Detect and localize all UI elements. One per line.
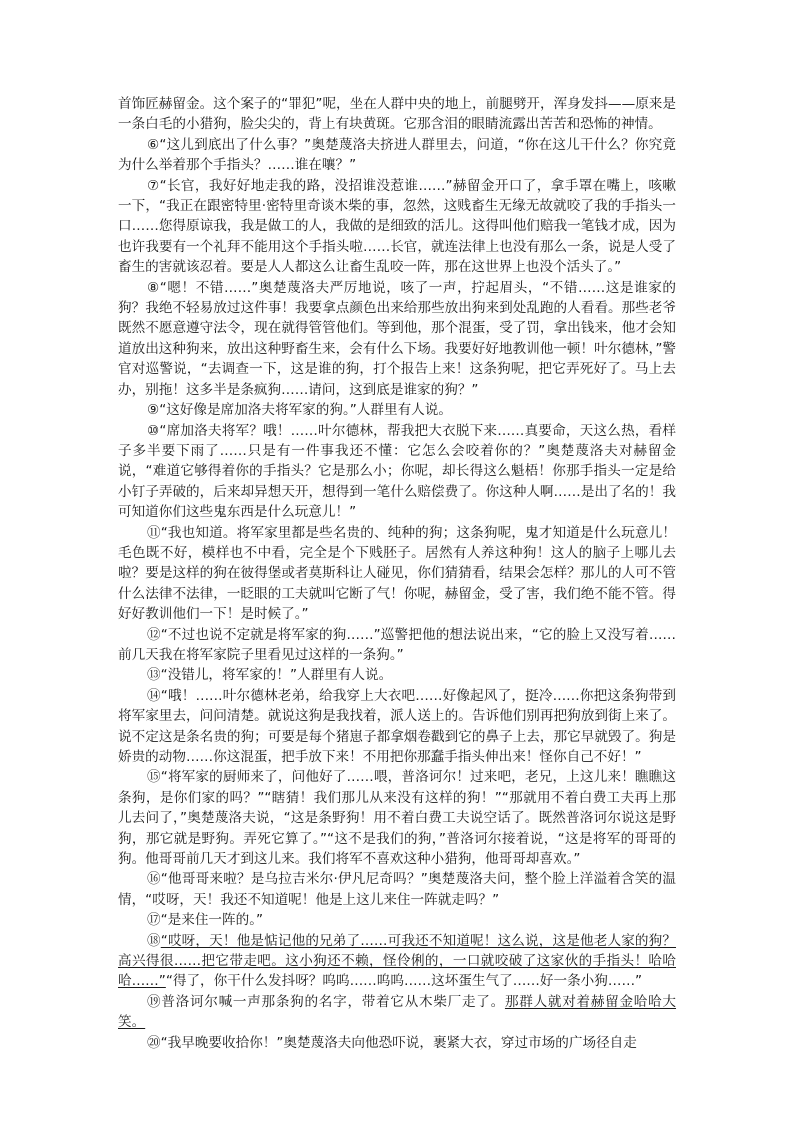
paragraph-number: ⑯ bbox=[147, 871, 161, 888]
paragraph-number: ⑲ bbox=[147, 993, 162, 1010]
paragraph-text: “是来住一阵的。” bbox=[160, 912, 264, 929]
paragraph-text: “得了，你干什么发抖呀？呜呜……呜呜……这坏蛋生气了……好一条小狗……” bbox=[165, 973, 643, 990]
paragraph-number: ⑰ bbox=[147, 912, 161, 929]
paragraph-16 bbox=[118, 869, 676, 910]
paragraph-number: ⑬ bbox=[147, 667, 161, 684]
paragraph-text: 普洛诃尔喊一声那条狗的名字，带着它从木柴厂走了。 bbox=[161, 993, 505, 1010]
paragraph-text: “这好像是席加洛夫将军家的狗。”人群里有人说。 bbox=[159, 402, 452, 419]
paragraph-number: ⑩ bbox=[147, 422, 160, 439]
paragraph-9 bbox=[118, 400, 676, 420]
paragraph-number: ⑳ bbox=[147, 1034, 161, 1051]
story-text bbox=[118, 94, 676, 1053]
underlined-text: “哎呀，天！他是惦记他的兄弟了……可我还不知道呢！这么说，这是他老人家的狗？高兴得很……把它带走吧。这小狗还不赖，怪伶俐的，一口就咬破了这家伙的手指头！哈哈哈……” bbox=[118, 932, 677, 990]
paragraph-text: “这儿到底出了什么事？”奥楚蔑洛夫挤进人群里去，问道，“你在这儿干什么？你究竟为什么举着那个手指头？……谁在嚷？” bbox=[118, 136, 677, 174]
paragraph-number: ⑧ bbox=[147, 279, 160, 296]
paragraph-10 bbox=[118, 421, 676, 523]
paragraph-text: “没错儿，将军家的！”人群里有人说。 bbox=[160, 667, 393, 684]
underlined-text: 那群人就对着赫留金哈哈大笑。 bbox=[118, 993, 677, 1031]
paragraph-text: “将军家的厨师来了，问他好了……喂，普洛诃尔！过来吧，老兄，上这儿来！瞧瞧这条狗，是你们家的吗？”“瞎猜！我们那儿从来没有这样的狗！”“那就用不着白费工夫再上那儿去问了，”奥楚蔑洛夫说，“这是条野狗！用不着白费工夫说空话了。既然普洛诃尔说这是野狗，那它就是野狗。弄死它算了。”“这不是我们的狗，”普洛诃尔接着说，“这是将军的哥哥的狗。他哥哥前几天才到这儿来。我们将军不喜欢这种小猎狗，他哥哥却喜欢。” bbox=[118, 769, 677, 868]
paragraph-text: “我早晚要收拾你！”奥楚蔑洛夫向他恐吓说，裹紧大衣，穿过市场的广场径自走 bbox=[160, 1034, 637, 1051]
paragraph-text: “我也知道。将军家里都是些名贵的、纯种的狗；这条狗呢，鬼才知道是什么玩意儿！毛色既不好，模样也不中看，完全是个下贱胚子。居然有人养这种狗！这人的脑子上哪儿去啦？要是这样的狗在彼得堡或者莫斯科让人碰见，你们猜猜看，结果会怎样？那儿的人可不管什么法律不法律，一眨眼的工夫就叫它断了气！你呢，赫留金，受了害，我们绝不能不管。得好好教训他们一下！是时候了。” bbox=[118, 524, 677, 623]
paragraph-18 bbox=[118, 931, 676, 992]
paragraph-text: “嗯！不错……”奥楚蔑洛夫严厉地说，咳了一声，拧起眉头，“不错……这是谁家的狗？我绝不轻易放过这件事！我要拿点颜色出来给那些放出狗来到处乱跑的人看看。那些老爷既然不愿意遵守法令，现在就得管管他们。等到他，那个混蛋，受了罚，拿出钱来，他才会知道放出这种狗来，放出这种野畜生来，会有什么下场。我要好好地教训他一顿！叶尔德林，”警官对巡警说，“去调查一下，这是谁的狗，打个报告上来！这条狗呢，把它弄死好了。马上去办，别拖！这多半是条疯狗……请问，这到底是谁家的狗？” bbox=[118, 279, 677, 398]
paragraph-0 bbox=[118, 94, 676, 135]
paragraph-number: ⑭ bbox=[147, 687, 161, 704]
paragraph-number: ⑨ bbox=[147, 402, 160, 419]
paragraph-17 bbox=[118, 910, 676, 930]
paragraph-number: ⑫ bbox=[147, 626, 161, 643]
paragraph-12 bbox=[118, 625, 676, 666]
paragraph-8 bbox=[118, 278, 676, 400]
paragraph-text: “他哥哥来啦？是乌拉吉米尔·伊凡尼奇吗？”奥楚蔑洛夫问，整个脸上洋溢着含笑的温情，“哎呀，天！我还不知道呢！他是上这儿来住一阵就走吗？” bbox=[118, 871, 677, 908]
paragraph-number: ⑱ bbox=[147, 932, 161, 949]
paragraph-text: “不过也说不定就是将军家的狗……”巡警把他的想法说出来，“它的脸上又没写着……前几天我在将军家院子里看见过这样的一条狗。” bbox=[118, 626, 677, 663]
paragraph-13 bbox=[118, 665, 676, 685]
paragraph-text: “席加洛夫将军？哦！……叶尔德林，帮我把大衣脱下来……真要命，天这么热，看样子多半要下雨了……只是有一件事我还不懂：它怎么会咬着你的？”奥楚蔑洛夫对赫留金说，“难道它够得着你的手指头？它是那么小；你呢，却长得这么魁梧！你那手指头一定是给小钉子弄破的，后来却异想天开，想得到一笔什么赔偿费了。你这种人啊……是出了名的！我可知道你们这些鬼东西是什么玩意儿！” bbox=[118, 422, 677, 521]
paragraph-number: ⑦ bbox=[147, 177, 160, 194]
paragraph-19 bbox=[118, 992, 676, 1033]
paragraph-number: ⑮ bbox=[147, 769, 161, 786]
paragraph-6 bbox=[118, 135, 676, 176]
paragraph-7 bbox=[118, 176, 676, 278]
paragraph-text: 首饰匠赫留金。这个案子的“罪犯”呢，坐在人群中央的地上，前腿劈开，浑身发抖——原来是一条白毛的小猎狗，脸尖尖的，背上有块黄斑。它那含泪的眼睛流露出苦苦和恐怖的神情。 bbox=[118, 96, 676, 133]
paragraph-text: “长官，我好好地走我的路，没招谁没惹谁……”赫留金开口了，拿手罩在嘴上，咳嗽一下，“我正在跟密特里·密特里奇谈木柴的事，忽然，这贱畜生无缘无故就咬了我的手指头一口……您得原谅我，我是做工的人，我做的是细致的活儿。这得叫他们赔我一笔钱才成，因为也许我要有一个礼拜不能用这个手指头啦……长官，就连法律上也没有那么一条，说是人受了畜生的害就该忍着。要是人人都这么让畜生乱咬一阵，那在这世界上也没个活头了。” bbox=[118, 177, 676, 276]
paragraph-text: “哦！……叶尔德林老弟，给我穿上大衣吧……好像起风了，挺冷……你把这条狗带到将军家里去，问问清楚。就说这狗是我找着，派人送上的。告诉他们别再把狗放到街上来了。说不定这是条名贵的狗；可要是每个猪崽子都拿烟卷戳到它的鼻子上去，那它早就毁了。狗是娇贵的动物……你这混蛋，把手放下来！不用把你那蠢手指头伸出来！怪你自己不好！” bbox=[118, 687, 676, 765]
paragraph-number: ⑪ bbox=[147, 524, 161, 541]
paragraph-15 bbox=[118, 767, 676, 869]
paragraph-11 bbox=[118, 523, 676, 625]
paragraph-number: ⑥ bbox=[147, 136, 160, 153]
paragraph-14 bbox=[118, 686, 676, 768]
paragraph-20 bbox=[118, 1033, 676, 1053]
